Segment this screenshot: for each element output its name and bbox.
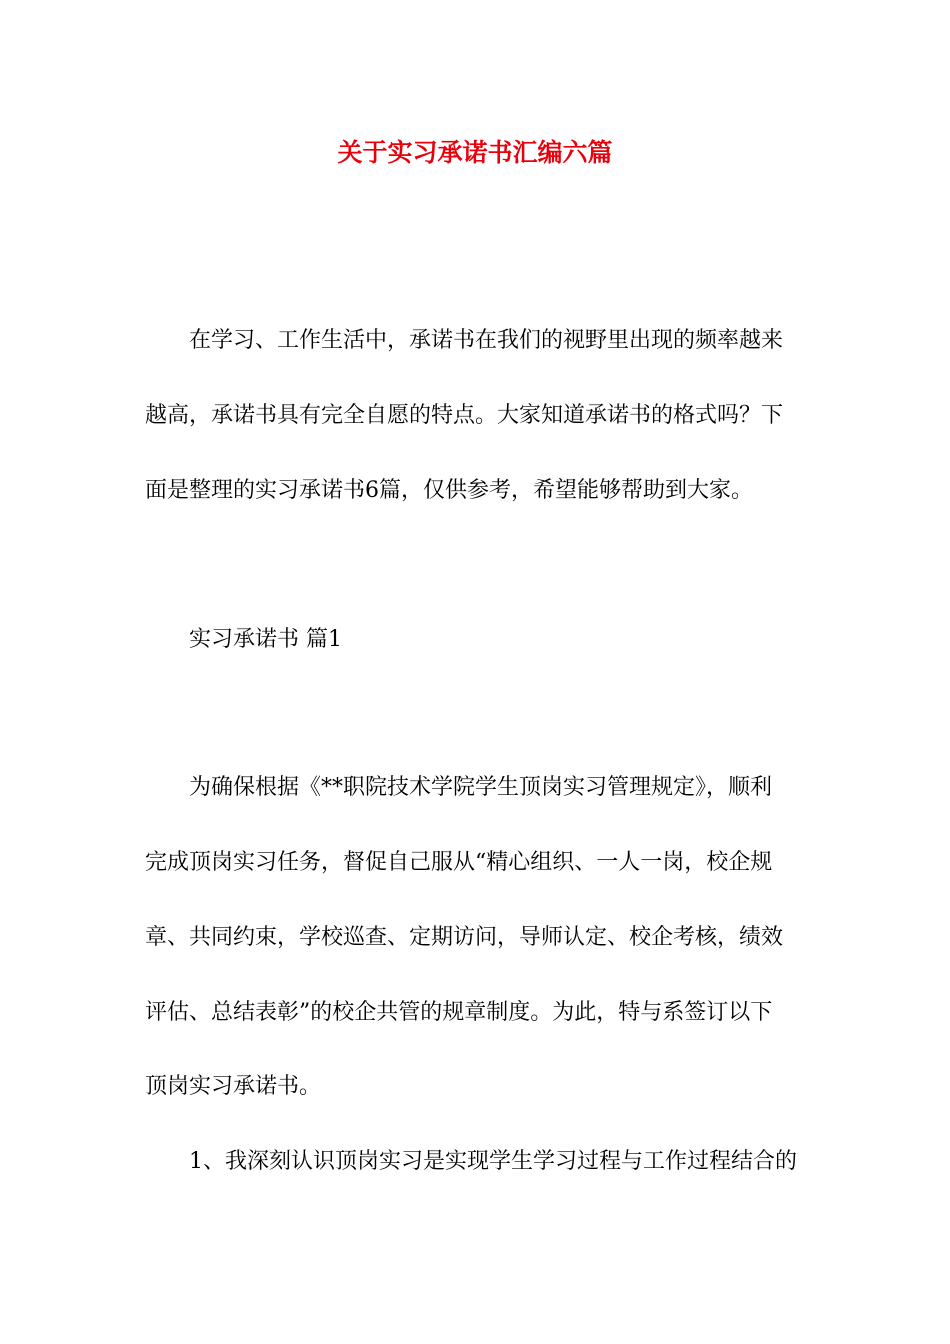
intro-line-3: 面是整理的实习承诺书6篇，仅供参考，希望能够帮助到大家。 [145,478,753,503]
item-line-1: 1、我深刻认识顶岗实习是实现学生学习过程与工作过程结合的 [189,1149,797,1174]
body-line-5: 顶岗实习承诺书。 [145,1074,322,1099]
body-line-2: 完成顶岗实习任务，督促自己服从“精心组织、一人一岗，校企规 [145,850,773,875]
body-line-3: 章、共同约束，学校巡查、定期访问，导师认定、校企考核，绩效 [145,925,784,950]
intro-line-2: 越高，承诺书具有完全自愿的特点。大家知道承诺书的格式吗？下 [145,403,784,428]
intro-line-1: 在学习、工作生活中，承诺书在我们的视野里出现的频率越来 [189,328,784,353]
document-title: 关于实习承诺书汇编六篇 [337,138,613,167]
body-line-1: 为确保根据《**职院技术学院学生顶岗实习管理规定》，顺利 [189,775,773,800]
body-line-4: 评估、总结表彰”的校企共管的规章制度。为此，特与系签订以下 [145,1000,773,1025]
section-heading: 实习承诺书 篇1 [189,627,342,652]
